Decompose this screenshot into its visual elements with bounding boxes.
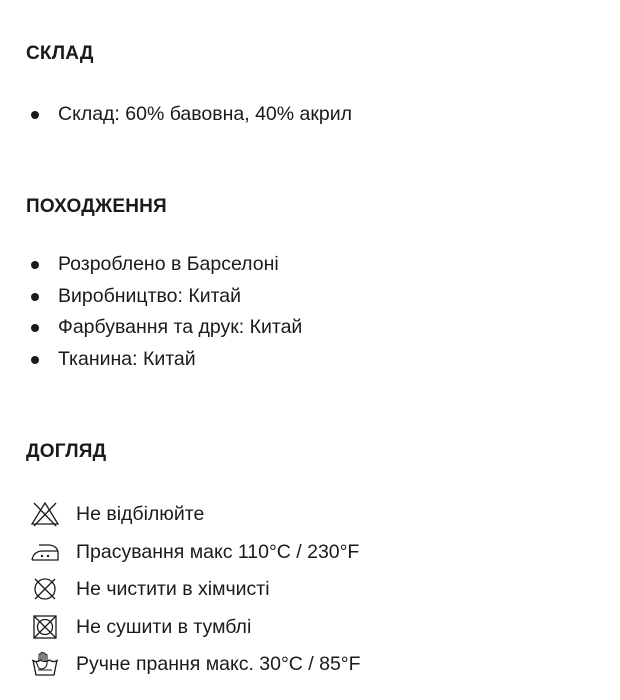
list-item-label: Виробництво: Китай (58, 284, 242, 307)
care-item-label: Не відбілюйте (76, 503, 205, 525)
care-item-iron (26, 539, 600, 577)
bullet-icon (31, 111, 39, 119)
composition-list (26, 99, 600, 131)
care-section (26, 440, 600, 689)
bullet-icon (31, 356, 39, 364)
care-item-label: Не сушити в тумблі (76, 615, 252, 638)
care-item-label: Прасування макс 110°C / 230°F (76, 540, 360, 563)
list-item-label: Тканина: Китай (58, 347, 196, 370)
origin-list (26, 249, 600, 375)
do-not-bleach-icon (30, 501, 60, 527)
care-item-do-not-tumble-dry (26, 614, 600, 652)
list-item-label: Розроблено в Барселоні (58, 253, 279, 275)
composition-heading: СКЛАД (26, 43, 94, 64)
care-item-label: Не чистити в хімчисті (76, 578, 270, 600)
list-item (26, 281, 600, 313)
list-item (26, 312, 600, 344)
care-item-do-not-bleach (26, 501, 600, 539)
bullet-icon (31, 293, 39, 301)
origin-heading: ПОХОДЖЕННЯ (26, 196, 167, 217)
care-item-hand-wash (26, 651, 600, 689)
list-item (26, 249, 600, 281)
care-list (26, 501, 600, 689)
care-heading: ДОГЛЯД (26, 441, 107, 462)
care-item-label: Ручне прання макс. 30°C / 85°F (76, 653, 361, 675)
do-not-dry-clean-icon (30, 576, 60, 602)
hand-wash-icon (30, 651, 60, 677)
list-item (26, 344, 600, 376)
bullet-icon (31, 261, 39, 269)
iron-medium-temperature-icon (30, 539, 60, 565)
list-item-label: Склад: 60% бавовна, 40% акрил (58, 103, 353, 125)
composition-section (26, 42, 600, 131)
do-not-tumble-dry-icon (30, 614, 60, 640)
list-item (26, 99, 600, 131)
care-item-do-not-dry-clean (26, 576, 600, 614)
origin-section (26, 195, 600, 375)
list-item-label: Фарбування та друк: Китай (58, 316, 303, 338)
bullet-icon (31, 324, 39, 332)
